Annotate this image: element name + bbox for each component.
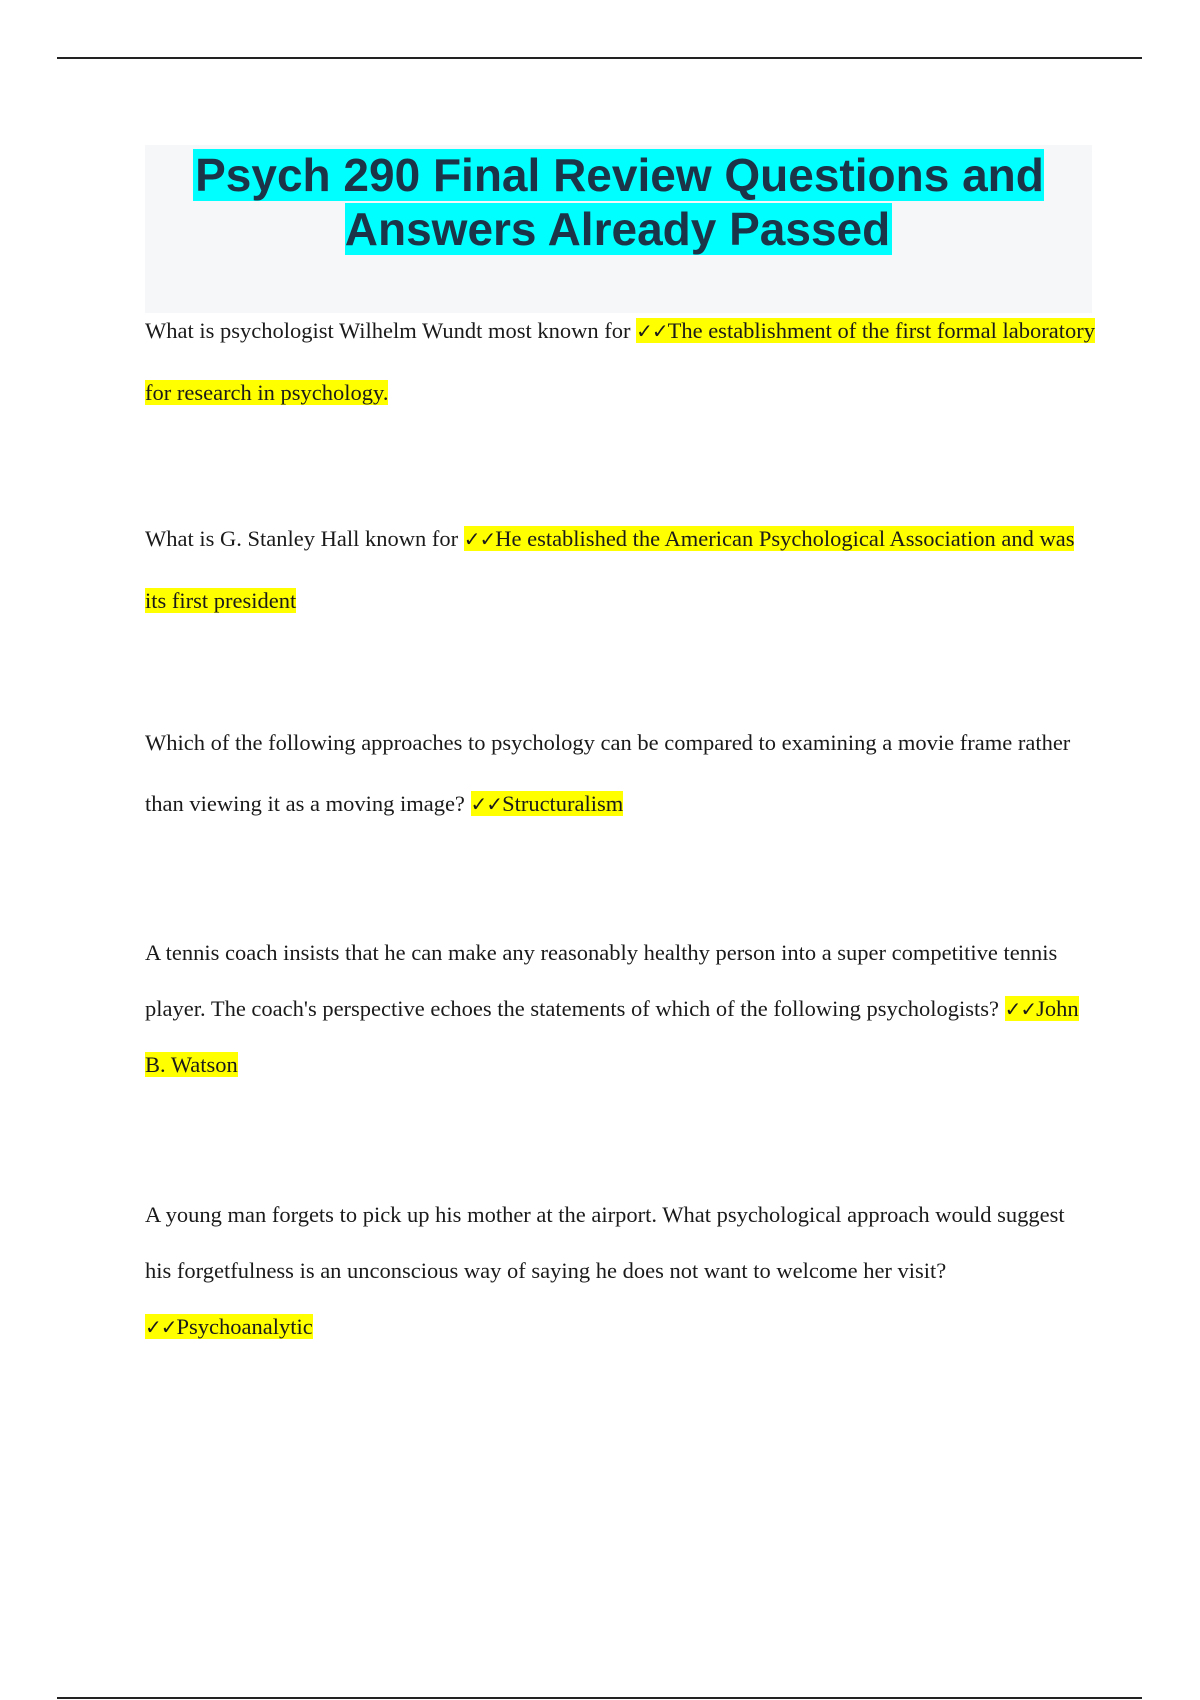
bottom-rule	[57, 1697, 1142, 1699]
answer-highlight	[471, 791, 624, 816]
check-icon: ✓✓	[1004, 997, 1037, 1021]
answer-highlight	[145, 1314, 313, 1339]
qa-item-5	[145, 1187, 1095, 1355]
answer-text: Structuralism	[502, 791, 624, 816]
question-text: Which of the following approaches to psychology can be compared to examining a movie frame rather than viewing it as a moving image?	[145, 730, 1071, 816]
answer-text: He established the American Psychological Association and was its first president	[145, 526, 1075, 613]
question-text: A young man forgets to pick up his mother at the airport. What psychological approach would suggest his forgetfulness is an unconscious way of saying he does not want to welcome her visit?	[145, 1202, 1065, 1283]
top-rule	[57, 57, 1142, 59]
question-text: What is G. Stanley Hall known for	[145, 526, 464, 551]
answer-text: The establishment of the first formal laboratory for research in psychology.	[145, 318, 1095, 405]
answer-text: John B. Watson	[145, 996, 1079, 1077]
question-text: What is psychologist Wilhelm Wundt most known for	[145, 318, 637, 343]
check-icon: ✓✓	[636, 319, 668, 343]
document-title	[145, 148, 1092, 256]
qa-item-3	[145, 712, 1095, 835]
answer-text: Psychoanalytic	[176, 1314, 313, 1339]
check-icon: ✓✓	[463, 527, 496, 551]
check-icon: ✓✓	[470, 792, 503, 816]
qa-item-2	[145, 508, 1095, 631]
question-text: A tennis coach insists that he can make any reasonably healthy person into a super competitive tennis player. The coach's perspective echoes the statements of which of the following psychologists?	[145, 940, 1058, 1021]
qa-item-1	[145, 300, 1095, 423]
document-title-text: Psych 290 Final Review Questions and Answers Already Passed	[195, 149, 1044, 255]
qa-item-4	[145, 925, 1095, 1093]
check-icon: ✓✓	[145, 1315, 177, 1339]
